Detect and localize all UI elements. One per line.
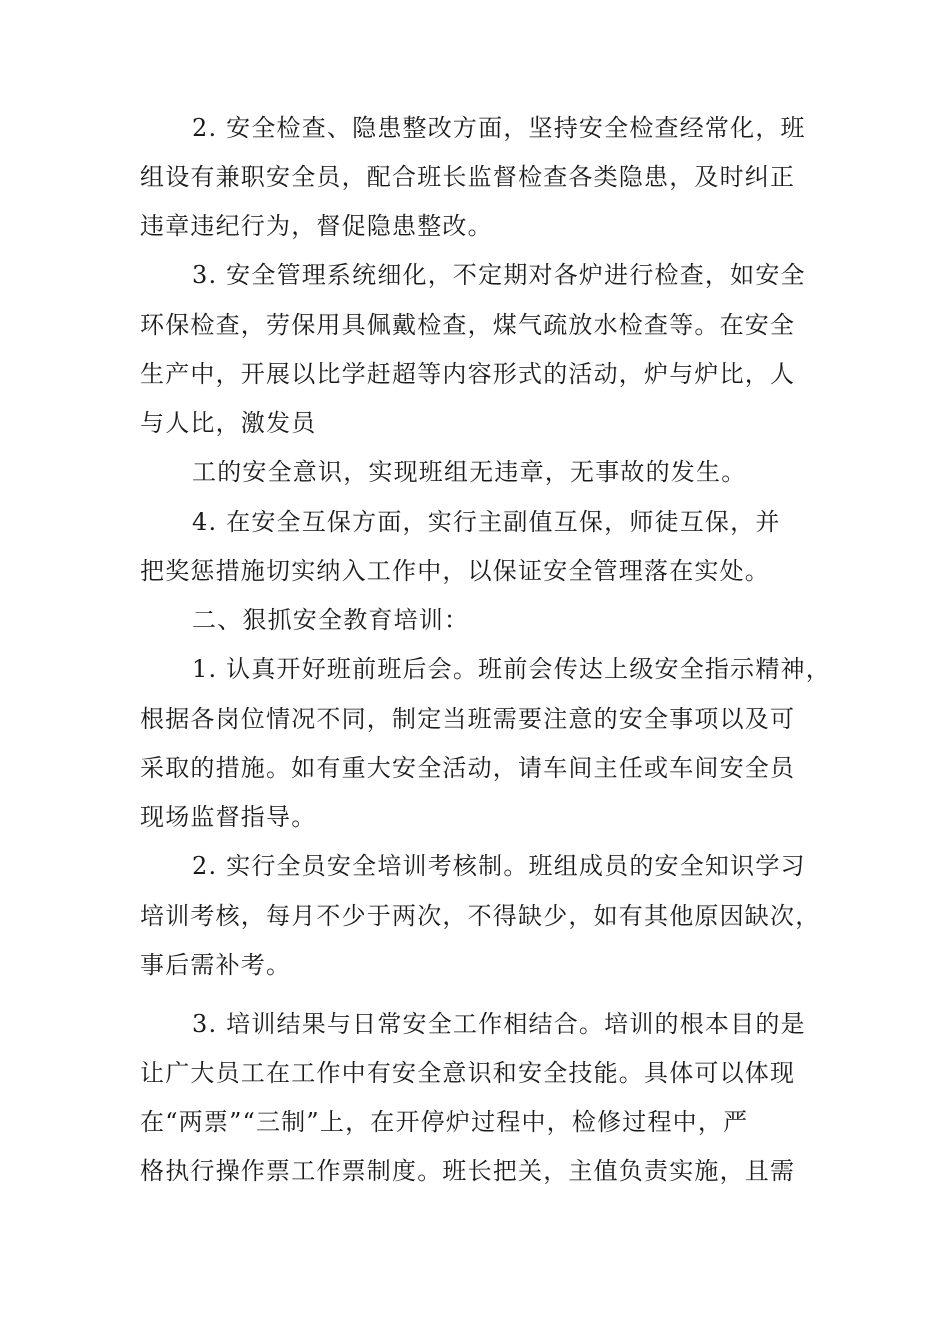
section-heading: 二、狠抓安全教育培训： bbox=[192, 606, 470, 634]
text-line: 环保检查，劳保用具佩戴检查，煤气疏放水检查等。在安全 bbox=[140, 311, 796, 339]
text-line: 生产中，开展以比学赶超等内容形式的活动，炉与炉比，人 bbox=[140, 360, 796, 388]
text-line: 现场监督指导。 bbox=[140, 803, 317, 831]
text-line: 4. 在安全互保方面，实行主副值互保，师徒互保，并 bbox=[192, 508, 781, 536]
text-line: 采取的措施。如有重大安全活动，请车间主任或车间安全员 bbox=[140, 754, 796, 782]
text-line: 培训考核，每月不少于两次，不得缺少，如有其他原因缺次， bbox=[140, 902, 821, 930]
text-line: 组设有兼职安全员，配合班长监督检查各类隐患，及时纠正 bbox=[140, 163, 796, 191]
text-line: 违章违纪行为，督促隐患整改。 bbox=[140, 212, 493, 240]
text-line: 根据各岗位情况不同，制定当班需要注意的安全事项以及可 bbox=[140, 705, 796, 733]
text-line: 3. 安全管理系统细化，不定期对各炉进行检查，如安全 bbox=[192, 261, 806, 289]
text-line: 让广大员工在工作中有安全意识和安全技能。具体可以体现 bbox=[140, 1059, 796, 1087]
text-line: 1. 认真开好班前班后会。班前会传达上级安全指示精神， bbox=[192, 655, 831, 683]
text-line: 格执行操作票工作票制度。班长把关，主值负责实施，且需 bbox=[140, 1157, 796, 1185]
text-line: 事后需补考。 bbox=[140, 951, 292, 979]
text-line: 在“两票”“三制”上，在开停炉过程中，检修过程中，严 bbox=[140, 1108, 749, 1136]
text-line: 2. 安全检查、隐患整改方面，坚持安全检查经常化，班 bbox=[192, 114, 806, 142]
text-line: 与人比，激发员 bbox=[140, 409, 317, 437]
text-line: 工的安全意识，实现班组无违章，无事故的发生。 bbox=[192, 458, 747, 486]
text-line: 3. 培训结果与日常安全工作相结合。培训的根本目的是 bbox=[192, 1010, 806, 1038]
text-line: 把奖惩措施切实纳入工作中，以保证安全管理落在实处。 bbox=[140, 557, 770, 585]
text-line: 2. 实行全员安全培训考核制。班组成员的安全知识学习 bbox=[192, 852, 806, 880]
